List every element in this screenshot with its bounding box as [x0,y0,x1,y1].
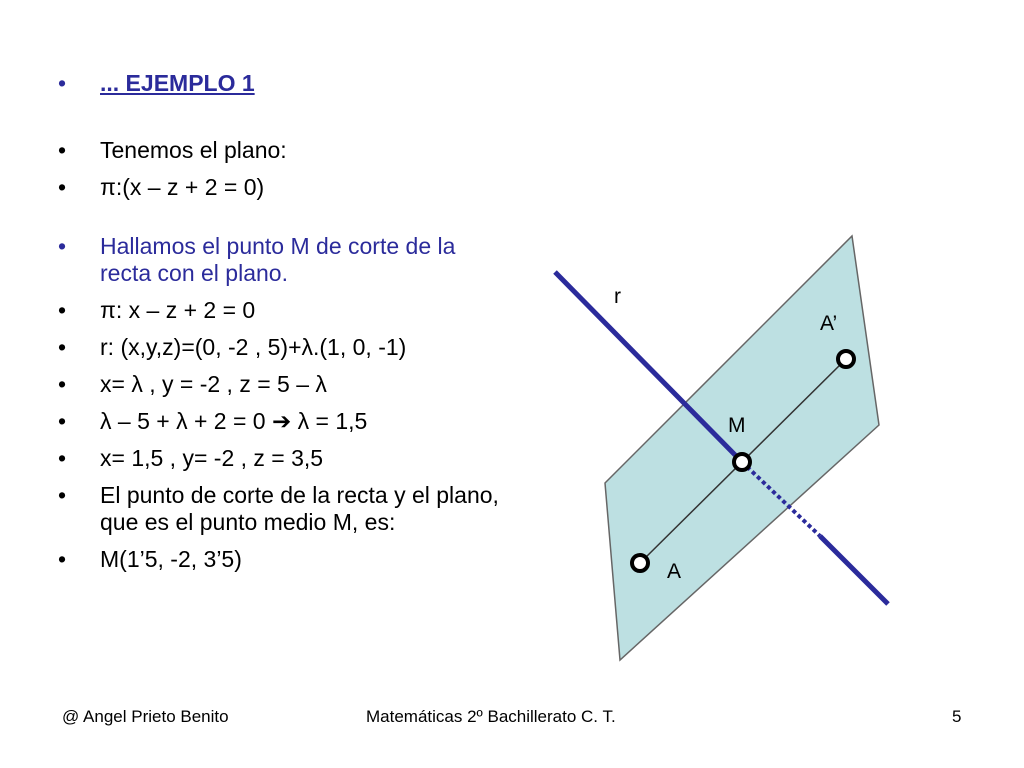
bullet-line-4: • π: x – z + 2 = 0 [58,297,508,324]
bullet-line-9: • El punto de corte de la recta y el plano, que es el punto medio M, es: [58,482,508,536]
label-a: A [667,560,682,583]
label-a-prime: A’ [820,312,838,335]
bullet-title [58,70,508,97]
bullet-line-6: • x= λ , y = -2 , z = 5 – λ [58,371,508,398]
bullet-line-7: • λ – 5 + λ + 2 = 0 ➔ λ = 1,5 [58,408,508,435]
plane-line-diagram [540,220,900,670]
plane-pi [605,236,879,660]
bullet-line-3: • Hallamos el punto M de corte de la recta con el plano. [58,233,508,287]
label-r: r [614,285,621,308]
slide-title: ... EJEMPLO 1 [100,70,255,96]
bullet-line-10: • M(1’5, -2, 3’5) [58,546,508,573]
bullet-line-5: • r: (x,y,z)=(0, -2 , 5)+λ.(1, 0, -1) [58,334,508,361]
bullet-line-2: • π:(x – z + 2 = 0) [58,174,508,201]
point-a [632,555,648,571]
footer-page-number: 5 [952,707,962,726]
label-m: M [728,414,746,437]
bullet-line-1: • Tenemos el plano: [58,137,508,164]
bullet-line-8: • x= 1,5 , y= -2 , z = 3,5 [58,445,508,472]
point-a-prime [838,351,854,367]
footer-course: Matemáticas 2º Bachillerato C. T. [366,707,616,726]
line-r-upper [555,272,742,462]
bullet-list [58,70,508,573]
line-r-lower [820,536,888,604]
point-m [734,454,750,470]
footer-author: @ Angel Prieto Benito [62,707,229,726]
